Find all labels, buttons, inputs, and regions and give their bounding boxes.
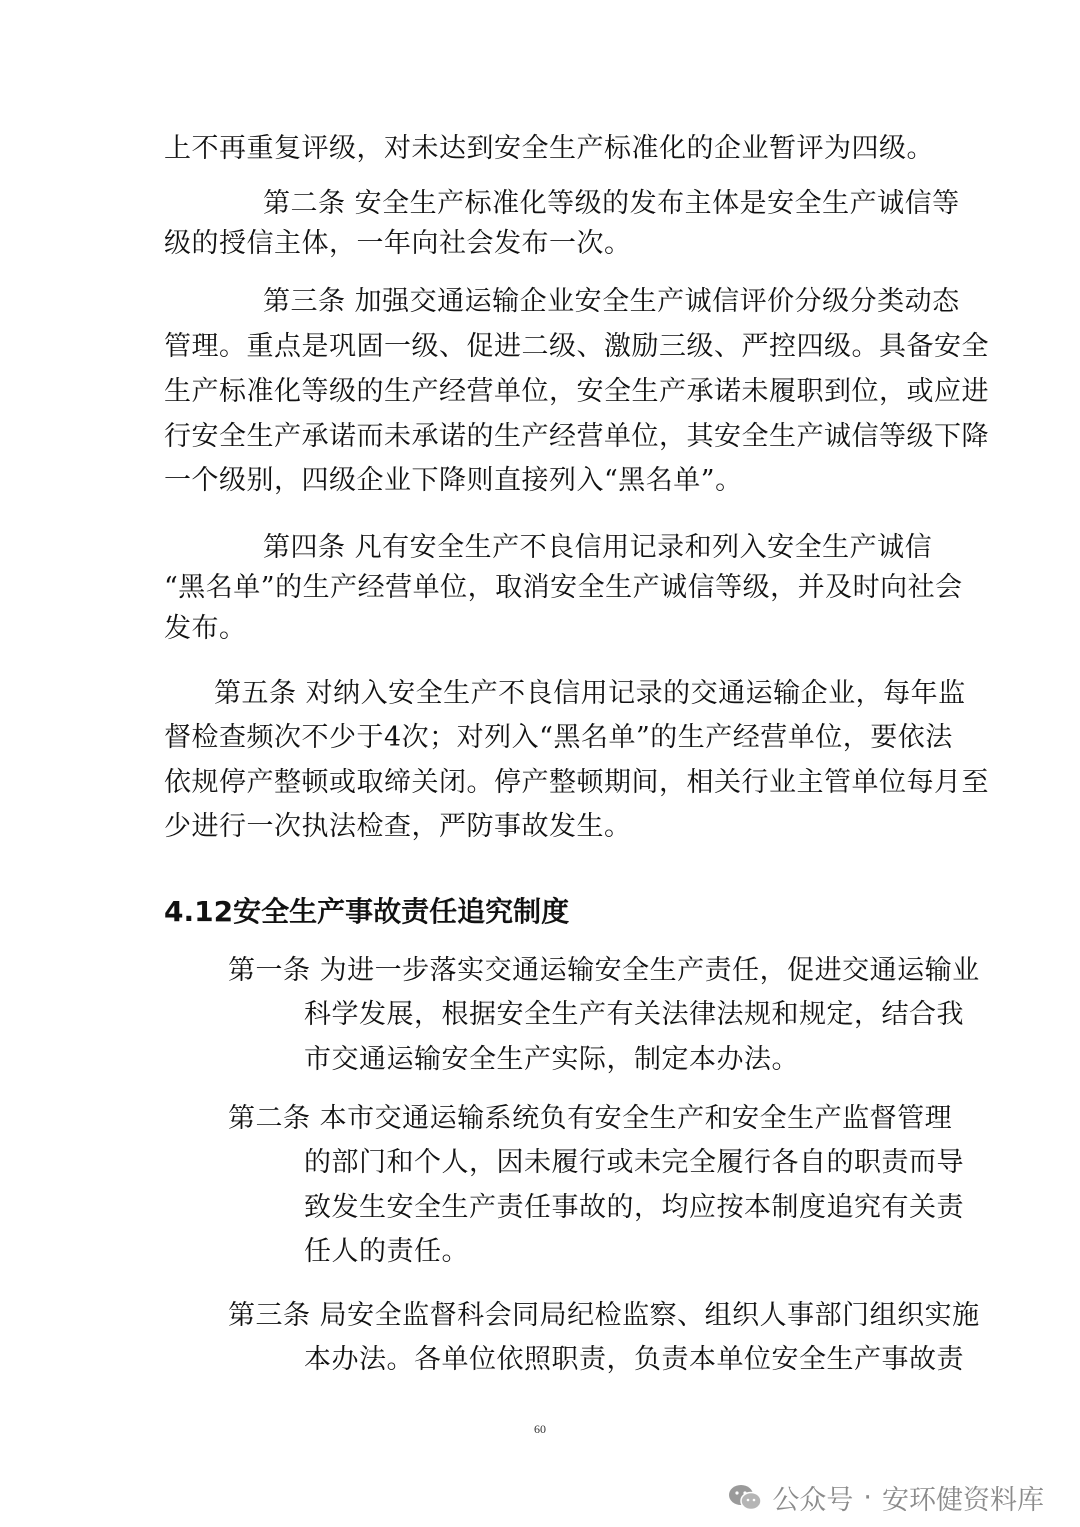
paragraph-3-line-1: 第三条 加强交通运输企业安全生产诚信评价分级分类动态 — [263, 286, 960, 317]
section-heading: 4.12安全生产事故责任追究制度 — [164, 895, 570, 928]
paragraph-3-line-3: 生产标准化等级的生产经营单位，安全生产承诺未履职到位，或应进 — [164, 376, 989, 407]
article-1-line-1: 第一条 为进一步落实交通运输安全生产责任，促进交通运输业 — [228, 955, 980, 986]
article-1-line-3: 市交通运输安全生产实际，制定本办法。 — [304, 1044, 799, 1075]
article-2-line-4: 任人的责任。 — [304, 1236, 469, 1267]
article-1-line-2: 科学发展，根据安全生产有关法律法规和规定，结合我 — [304, 999, 964, 1030]
paragraph-5-line-2: 督检查频次不少于4次；对列入“黑名单”的生产经营单位，要依法 — [164, 722, 953, 753]
paragraph-4-line-1: 第四条 凡有安全生产不良信用记录和列入安全生产诚信 — [263, 532, 933, 563]
article-3-line-2: 本办法。各单位依照职责，负责本单位安全生产事故责 — [304, 1344, 964, 1375]
paragraph-5-line-4: 少进行一次执法检查，严防事故发生。 — [164, 811, 632, 842]
paragraph-2-line-1: 第二条 安全生产标准化等级的发布主体是安全生产诚信等 — [263, 188, 960, 219]
watermark-account-type: 公众号 — [772, 1485, 854, 1516]
article-3-line-1: 第三条 局安全监督科会同局纪检监察、组织人事部门组织实施 — [228, 1300, 980, 1331]
paragraph-4-line-2: “黑名单”的生产经营单位，取消安全生产诚信等级，并及时向社会 — [164, 572, 963, 603]
watermark-separator: · — [863, 1482, 872, 1513]
article-2-line-1: 第二条 本市交通运输系统负有安全生产和安全生产监督管理 — [228, 1103, 953, 1134]
paragraph-3-line-4: 行安全生产承诺而未承诺的生产经营单位，其安全生产诚信等级下降 — [164, 421, 989, 452]
paragraph-4-line-3: 发布。 — [164, 613, 247, 644]
wechat-icon — [728, 1483, 762, 1513]
watermark-account-name: 安环健资料库 — [882, 1485, 1044, 1516]
watermark — [728, 1478, 1044, 1517]
paragraph-3-line-2: 管理。重点是巩固一级、促进二级、激励三级、严控四级。具备安全 — [164, 331, 989, 362]
paragraph-3-line-5: 一个级别，四级企业下降则直接列入“黑名单”。 — [164, 465, 743, 496]
article-2-line-2: 的部门和个人，因未履行或未完全履行各自的职责而导 — [304, 1147, 964, 1178]
paragraph-5-line-3: 依规停产整顿或取缔关闭。停产整顿期间，相关行业主管单位每月至 — [164, 767, 989, 798]
page-number: 60 — [534, 1422, 546, 1436]
article-2-line-3: 致发生安全生产责任事故的，均应按本制度追究有关责 — [304, 1192, 964, 1223]
paragraph-2-line-2: 级的授信主体，一年向社会发布一次。 — [164, 228, 632, 259]
paragraph-1-line-1: 上不再重复评级，对未达到安全生产标准化的企业暂评为四级。 — [164, 133, 934, 164]
paragraph-5-line-1: 第五条 对纳入安全生产不良信用记录的交通运输企业，每年监 — [214, 678, 966, 709]
